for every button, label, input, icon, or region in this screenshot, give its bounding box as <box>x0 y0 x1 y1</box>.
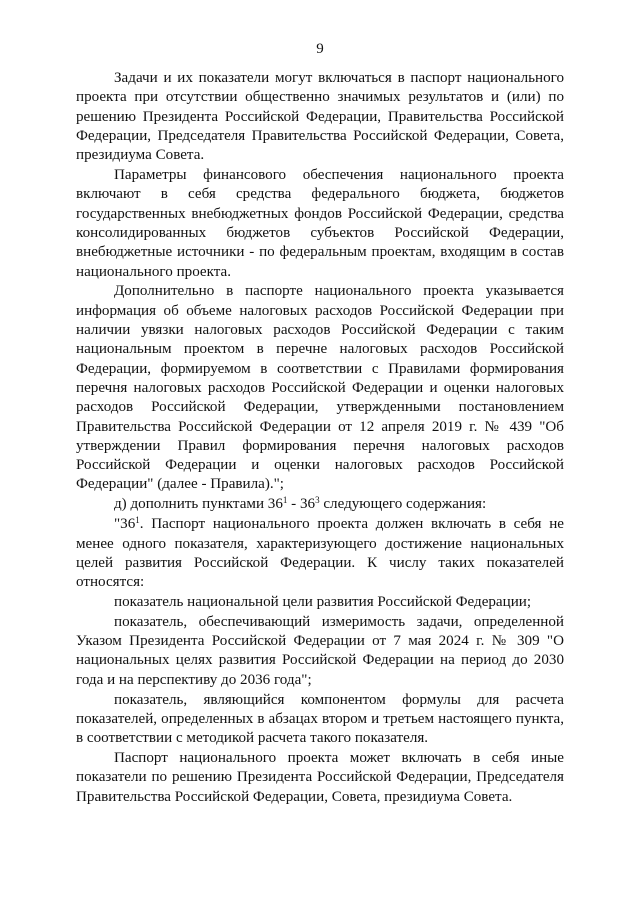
paragraph-other-indicators: Паспорт национального проекта может включать в себя иные показатели по решению Президента Российской Федерации, Председателя Правительства Российской Федерации, Совета, президиума Совета. <box>76 750 564 805</box>
indicator-task-measurability: показатель, обеспечивающий измеримость задачи, определенной Указом Президента Российской Федерации от 7 мая 2024 г. № 309 "О национальных целях развития Российской Федерации на период до 2030 года и на перспективу до 2036 года"; <box>76 613 564 688</box>
superscript-1: 1 <box>282 495 288 506</box>
amendment-text-after: следующего содержания: <box>319 496 487 513</box>
clause-text: . Паспорт национального проекта должен включать в себя не менее одного показателя, характеризующего достижение национальных целей развития Российской Федерации. К числу таких показателей относятся: <box>76 516 564 591</box>
page-number: 9 <box>316 41 324 57</box>
indicator-formula-component: показатель, являющийся компонентом формулы для расчета показателей, определенных в абзацах втором и третьем настоящего пункта, в соответствии с методикой расчета такого показателя. <box>76 691 564 747</box>
clause-superscript: 1 <box>135 515 140 526</box>
amendment-line <box>76 495 564 514</box>
paragraph-tasks: Задачи и их показатели могут включаться в паспорт национального проекта при отсутствии общественно значимых результатов и (или) по решению Президента Российской Федерации, Правительства Российской Федерации, Председателя Правительства Российской Федерации, Совета, президиума Совета. <box>76 70 564 164</box>
amendment-text-middle: - 36 <box>287 496 316 513</box>
document-body <box>76 69 564 808</box>
paragraph-financing: Параметры финансового обеспечения национального проекта включают в себя средства федерального бюджета, бюджетов государственных внебюджетных фондов Российской Федерации, средства консолидированных бюджетов субъектов Российской Федерации, внебюджетные источники - по федеральным проектам, входящим в состав национального проекта. <box>76 167 564 280</box>
superscript-3: 3 <box>315 495 320 506</box>
amendment-text-before: д) дополнить пунктами 36 <box>114 496 283 513</box>
paragraph-tax-expenditures: Дополнительно в паспорте национального проекта указывается информация об объеме налоговых расходов Российской Федерации при наличии увязки налоговых расходов Российской Федерации с таким национальным проектом в перечне налоговых расходов Российской Федерации, формируемом в соответствии с Правилами формирования перечня налоговых расходов Российской Федерации и оценки налоговых расходов Российской Федерации, утвержденными постановлением Правительства Российской Федерации от 12 апреля 2019 г. № 439 "Об утверждении Правил формирования перечня налоговых расходов Российской Федерации и оценки налоговых расходов Российской Федерации" (далее - Правила)."; <box>76 283 564 493</box>
indicator-national-goal: показатель национальной цели развития Российской Федерации; <box>114 593 532 610</box>
clause-number: "36 <box>114 516 136 533</box>
clause-36-1 <box>76 515 564 592</box>
